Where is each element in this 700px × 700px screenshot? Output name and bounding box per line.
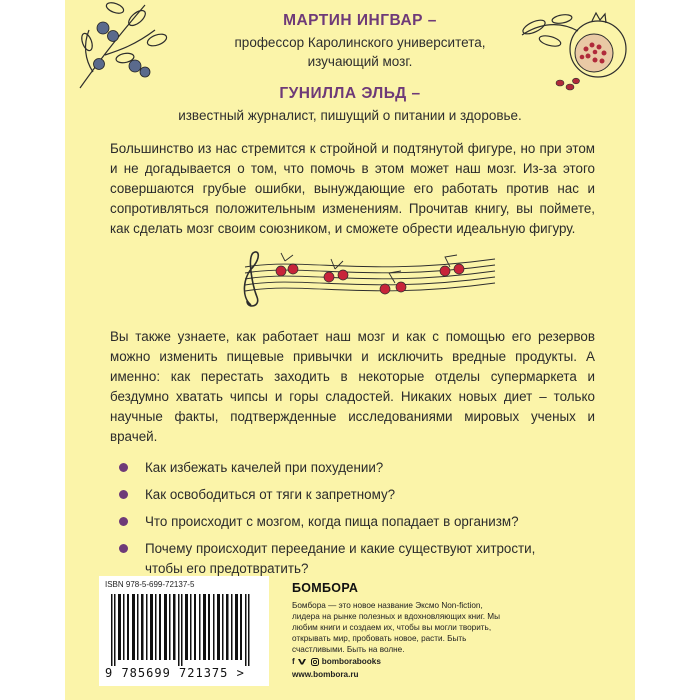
isbn-label: ISBN 978-5-699-72137-5 <box>105 580 195 589</box>
vk-icon <box>298 658 308 665</box>
barcode-digits: 9 785699 721375 > <box>105 666 245 680</box>
bullet-dot <box>119 463 128 472</box>
list-item: Что происходит с мозгом, когда пища попадает в организм? <box>119 512 559 532</box>
publisher-description: Бомбора — это новое название Эксмо Non-fiction, лидера на рынке полезных и вдохновляющих книг. Мы любим книги и создаем их, чтобы вы могли творить, открывать мир, пробовать новое, расти. Быть счастливыми. Быть на волне. <box>292 601 500 654</box>
list-item: Как освободиться от тяги к запретному? <box>119 485 559 505</box>
book-back-cover <box>65 0 635 700</box>
facebook-icon: f <box>292 657 295 666</box>
barcode <box>99 576 269 686</box>
publisher-website[interactable]: www.bombora.ru <box>292 670 359 679</box>
bullet-dot <box>119 544 128 553</box>
music-staff-cherries-icon <box>225 247 500 312</box>
list-item: Почему происходит переедание и какие существуют хитрости, чтобы его предотвратить? <box>119 539 559 578</box>
author-name: МАРТИН ИНГВАР – <box>283 12 437 29</box>
list-item: Как избежать качелей при похудении? <box>119 458 559 478</box>
publisher-social <box>292 657 381 666</box>
social-handle[interactable]: bomborabooks <box>321 657 381 666</box>
author-name: ГУНИЛЛА ЭЛЬД – <box>279 85 421 102</box>
barcode-bars <box>109 594 261 666</box>
author-block-1 <box>170 12 550 71</box>
author-block-2 <box>85 85 615 125</box>
publisher-name: БОМБОРА <box>292 581 359 595</box>
blueberry-branch-icon <box>75 0 170 92</box>
author-description: известный журналист, пишущий о питании и здоровье. <box>178 108 522 123</box>
instagram-icon <box>311 658 319 666</box>
description-paragraph-1: Большинство из нас стремится к стройной и подтянутой фигуре, но при этом и не догадывается о том, что помочь в этом может наш мозг. Из-за этого совершаются грубые ошибки, вынуждающие его работать против нас и сопротивляться положительным изменениям. Прочитав книгу, вы поймете, как сделать мозг своим союзником, и сможете обрести идеальную фигуру. <box>110 141 595 236</box>
author-description: профессор Каролинского университета, изучающий мозг. <box>234 35 486 69</box>
bullet-dot <box>119 517 128 526</box>
description-paragraph-2: Вы также узнаете, как работает наш мозг и как с помощью его резервов можно изменить пищевые привычки и исключить вредные продукты. А именно: как перестать заходить в некоторые отделы супермаркета и бездумно хватать чипсы и горы сладостей. Никаких новых диет – только научные факты, подтвержденные исследованиями мировых ученых и врачей. <box>110 329 595 444</box>
bullet-dot <box>119 490 128 499</box>
bullet-list <box>119 458 559 586</box>
